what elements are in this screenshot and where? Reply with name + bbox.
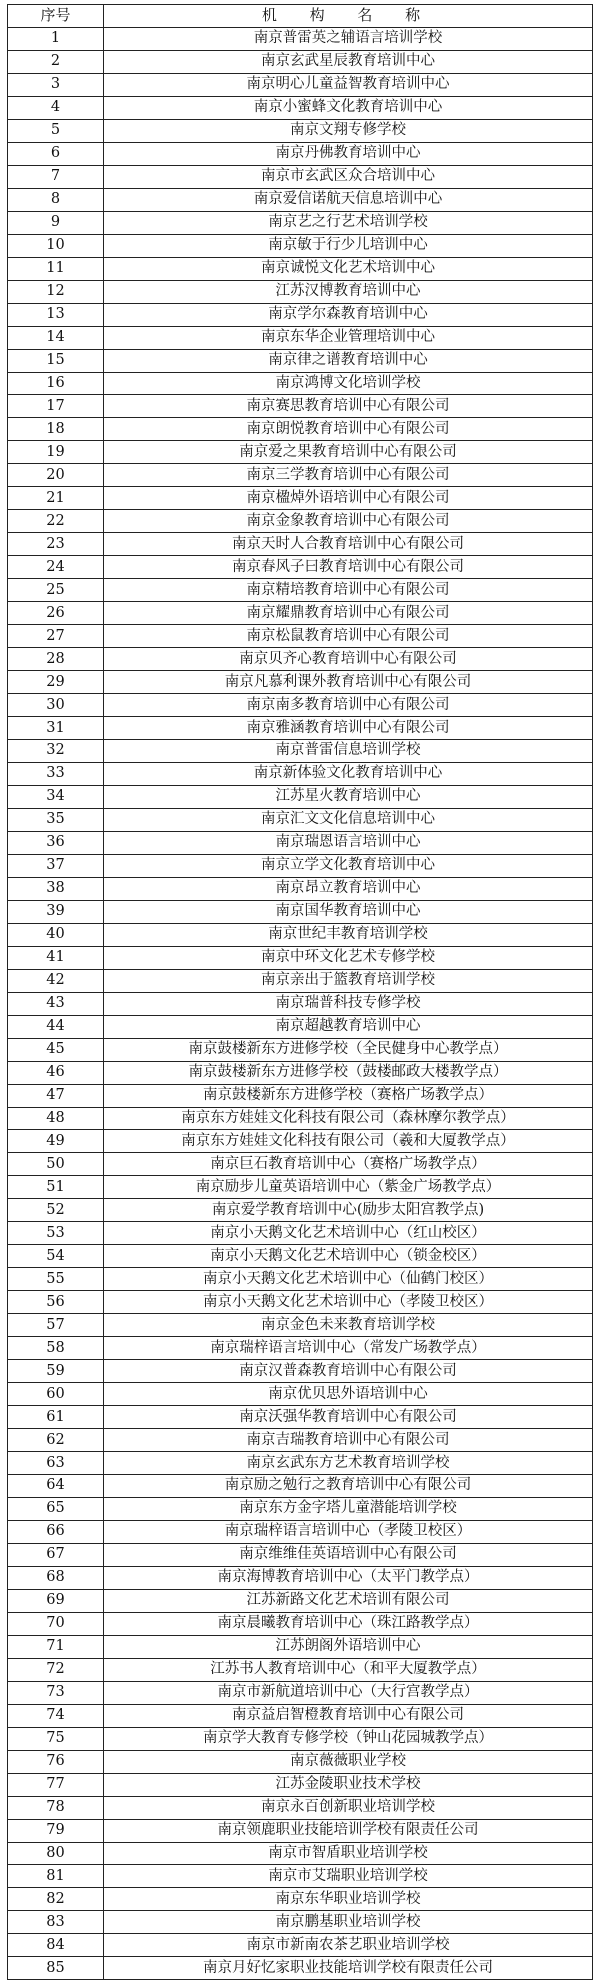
row-index: 83 <box>8 1911 104 1934</box>
institution-name: 南京益启智橙教育培训中心有限公司 <box>104 1704 593 1727</box>
row-index: 41 <box>8 946 104 969</box>
table-row <box>8 762 593 785</box>
table-row <box>8 188 593 211</box>
institution-name: 南京汇文文化信息培训中心 <box>104 808 593 831</box>
institution-name: 南京鼓楼新东方进修学校（全民健身中心教学点） <box>104 1038 593 1061</box>
row-index: 70 <box>8 1612 104 1635</box>
institution-name: 南京诚悦文化艺术培训中心 <box>104 257 593 280</box>
institution-name: 南京东华企业管理培训中心 <box>104 326 593 349</box>
institution-name: 南京精培教育培训中心有限公司 <box>104 579 593 602</box>
institution-name: 南京瑞恩语言培训中心 <box>104 831 593 854</box>
institution-name: 南京爱学教育培训中心(励步太阳宫教学点) <box>104 1199 593 1222</box>
row-index: 66 <box>8 1520 104 1543</box>
institution-name: 南京昂立教育培训中心 <box>104 877 593 900</box>
row-index: 40 <box>8 923 104 946</box>
institution-name: 江苏朗阁外语培训中心 <box>104 1635 593 1658</box>
institution-name: 南京薇薇职业学校 <box>104 1750 593 1773</box>
institution-name: 南京立学文化教育培训中心 <box>104 854 593 877</box>
row-index: 68 <box>8 1566 104 1589</box>
row-index: 24 <box>8 556 104 579</box>
institution-name: 南京金象教育培训中心有限公司 <box>104 510 593 533</box>
institution-name: 南京凡慕利课外教育培训中心有限公司 <box>104 671 593 694</box>
table-row <box>8 1383 593 1406</box>
institution-name: 南京赛思教育培训中心有限公司 <box>104 395 593 418</box>
table-row <box>8 1750 593 1773</box>
row-index: 3 <box>8 73 104 96</box>
row-index: 85 <box>8 1957 104 1980</box>
row-index: 49 <box>8 1130 104 1153</box>
row-index: 29 <box>8 671 104 694</box>
row-index: 74 <box>8 1704 104 1727</box>
row-index: 52 <box>8 1199 104 1222</box>
table-row <box>8 900 593 923</box>
row-index: 56 <box>8 1291 104 1314</box>
table-row <box>8 1084 593 1107</box>
table-row <box>8 234 593 257</box>
table-row <box>8 808 593 831</box>
table-row <box>8 969 593 992</box>
row-index: 46 <box>8 1061 104 1084</box>
row-index: 58 <box>8 1337 104 1360</box>
table-row <box>8 1819 593 1842</box>
table-row <box>8 1520 593 1543</box>
row-index: 8 <box>8 188 104 211</box>
institution-name: 江苏星火教育培训中心 <box>104 785 593 808</box>
table-row <box>8 1957 593 1980</box>
row-index: 33 <box>8 762 104 785</box>
row-index: 81 <box>8 1865 104 1888</box>
institution-name: 南京瑞梓语言培训中心（孝陵卫校区） <box>104 1520 593 1543</box>
row-index: 13 <box>8 303 104 326</box>
institution-name: 南京晨曦教育培训中心（珠江路教学点） <box>104 1612 593 1635</box>
institution-name: 南京瑞普科技专修学校 <box>104 992 593 1015</box>
institution-name: 南京励之勉行之教育培训中心有限公司 <box>104 1475 593 1498</box>
row-index: 62 <box>8 1429 104 1452</box>
table-row <box>8 1934 593 1957</box>
row-index: 60 <box>8 1383 104 1406</box>
institution-name: 南京文翔专修学校 <box>104 119 593 142</box>
table-row <box>8 1681 593 1704</box>
row-index: 19 <box>8 441 104 464</box>
institution-name: 南京东方娃娃文化科技有限公司（羲和大厦教学点） <box>104 1130 593 1153</box>
table-row <box>8 1291 593 1314</box>
institution-name: 南京汉普森教育培训中心有限公司 <box>104 1360 593 1383</box>
row-index: 7 <box>8 165 104 188</box>
row-index: 64 <box>8 1475 104 1498</box>
table-row <box>8 648 593 671</box>
table-row <box>8 946 593 969</box>
row-index: 59 <box>8 1360 104 1383</box>
institution-name: 南京小天鹅文化艺术培训中心（红山校区） <box>104 1222 593 1245</box>
institution-name: 南京普雷信息培训学校 <box>104 740 593 763</box>
table-row <box>8 1406 593 1429</box>
row-index: 2 <box>8 50 104 73</box>
row-index: 65 <box>8 1497 104 1520</box>
table-row <box>8 1429 593 1452</box>
table-row <box>8 349 593 372</box>
row-index: 21 <box>8 487 104 510</box>
table-row <box>8 303 593 326</box>
table-row <box>8 1199 593 1222</box>
row-index: 25 <box>8 579 104 602</box>
institution-name: 南京新体验文化教育培训中心 <box>104 762 593 785</box>
table-row <box>8 923 593 946</box>
row-index: 39 <box>8 900 104 923</box>
row-index: 57 <box>8 1314 104 1337</box>
table-row <box>8 1796 593 1819</box>
row-index: 14 <box>8 326 104 349</box>
table-row <box>8 671 593 694</box>
table-row <box>8 1337 593 1360</box>
institution-name: 南京雅涵教育培训中心有限公司 <box>104 717 593 740</box>
row-index: 38 <box>8 877 104 900</box>
row-index: 28 <box>8 648 104 671</box>
table-row <box>8 1475 593 1498</box>
institution-name: 南京敏于行少儿培训中心 <box>104 234 593 257</box>
row-index: 42 <box>8 969 104 992</box>
institution-name: 南京沃强华教育培训中心有限公司 <box>104 1406 593 1429</box>
row-index: 12 <box>8 280 104 303</box>
table-row <box>8 280 593 303</box>
table-row <box>8 142 593 165</box>
row-index: 73 <box>8 1681 104 1704</box>
column-header-name: 机 构 名 称 <box>104 5 593 28</box>
table-row <box>8 372 593 395</box>
institution-name: 南京普雷英之辅语言培训学校 <box>104 27 593 50</box>
institution-name: 江苏金陵职业技术学校 <box>104 1773 593 1796</box>
table-row <box>8 1061 593 1084</box>
row-index: 26 <box>8 602 104 625</box>
table-row <box>8 1773 593 1796</box>
row-index: 72 <box>8 1658 104 1681</box>
institution-name: 南京明心儿童益智教育培训中心 <box>104 73 593 96</box>
table-row <box>8 602 593 625</box>
table-row <box>8 96 593 119</box>
row-index: 44 <box>8 1015 104 1038</box>
institution-name: 南京市艾瑞职业培训学校 <box>104 1865 593 1888</box>
table-row <box>8 1888 593 1911</box>
row-index: 30 <box>8 694 104 717</box>
institution-name: 南京中环文化艺术专修学校 <box>104 946 593 969</box>
table-row <box>8 717 593 740</box>
row-index: 54 <box>8 1245 104 1268</box>
institution-name: 南京海博教育培训中心（太平门教学点） <box>104 1566 593 1589</box>
institution-name: 江苏书人教育培训中心（和平大厦教学点） <box>104 1658 593 1681</box>
row-index: 31 <box>8 717 104 740</box>
institution-name: 南京超越教育培训中心 <box>104 1015 593 1038</box>
institution-name: 南京小天鹅文化艺术培训中心（锁金校区） <box>104 1245 593 1268</box>
table-row <box>8 1038 593 1061</box>
row-index: 4 <box>8 96 104 119</box>
institution-list <box>7 4 592 1980</box>
table-row <box>8 50 593 73</box>
row-index: 76 <box>8 1750 104 1773</box>
table-row <box>8 1589 593 1612</box>
table-row <box>8 73 593 96</box>
institution-name: 南京三学教育培训中心有限公司 <box>104 464 593 487</box>
institution-name: 南京优贝思外语培训中心 <box>104 1383 593 1406</box>
table-row <box>8 1314 593 1337</box>
row-index: 77 <box>8 1773 104 1796</box>
table-row <box>8 464 593 487</box>
institution-name: 南京维维佳英语培训中心有限公司 <box>104 1543 593 1566</box>
row-index: 11 <box>8 257 104 280</box>
row-index: 23 <box>8 533 104 556</box>
institution-name: 南京瑞梓语言培训中心（常发广场教学点） <box>104 1337 593 1360</box>
institution-name: 南京巨石教育培训中心（赛格广场教学点） <box>104 1153 593 1176</box>
institution-name: 南京楹焯外语培训中心有限公司 <box>104 487 593 510</box>
institution-name: 南京吉瑞教育培训中心有限公司 <box>104 1429 593 1452</box>
institution-name: 南京小蜜蜂文化教育培训中心 <box>104 96 593 119</box>
table-row <box>8 27 593 50</box>
institution-name: 南京春风子曰教育培训中心有限公司 <box>104 556 593 579</box>
row-index: 53 <box>8 1222 104 1245</box>
institution-name: 南京律之谱教育培训中心 <box>104 349 593 372</box>
institution-name: 南京天时人合教育培训中心有限公司 <box>104 533 593 556</box>
row-index: 47 <box>8 1084 104 1107</box>
table-row <box>8 1612 593 1635</box>
table-row <box>8 418 593 441</box>
institution-name: 南京市智盾职业培训学校 <box>104 1842 593 1865</box>
row-index: 20 <box>8 464 104 487</box>
row-index: 6 <box>8 142 104 165</box>
table-row <box>8 1704 593 1727</box>
institution-name: 南京市新航道培训中心（大行宫教学点） <box>104 1681 593 1704</box>
table-row <box>8 1865 593 1888</box>
table-row <box>8 1107 593 1130</box>
table-row <box>8 1658 593 1681</box>
table-header-row <box>8 5 593 28</box>
row-index: 67 <box>8 1543 104 1566</box>
table-row <box>8 1360 593 1383</box>
institution-name: 南京学大教育专修学校（钟山花园城教学点） <box>104 1727 593 1750</box>
row-index: 18 <box>8 418 104 441</box>
row-index: 55 <box>8 1268 104 1291</box>
row-index: 69 <box>8 1589 104 1612</box>
table-row <box>8 1497 593 1520</box>
row-index: 71 <box>8 1635 104 1658</box>
table-row <box>8 1268 593 1291</box>
table-row <box>8 119 593 142</box>
institution-name: 南京月好忆家职业技能培训学校有限责任公司 <box>104 1957 593 1980</box>
row-index: 17 <box>8 395 104 418</box>
institution-name: 南京永百创新职业培训学校 <box>104 1796 593 1819</box>
row-index: 15 <box>8 349 104 372</box>
row-index: 9 <box>8 211 104 234</box>
institution-name: 南京爱信诺航天信息培训中心 <box>104 188 593 211</box>
table-row <box>8 326 593 349</box>
institution-name: 南京鹏基职业培训学校 <box>104 1911 593 1934</box>
table-row <box>8 1153 593 1176</box>
institution-name: 南京领鹿职业技能培训学校有限责任公司 <box>104 1819 593 1842</box>
row-index: 1 <box>8 27 104 50</box>
institution-name: 南京耀鼎教育培训中心有限公司 <box>104 602 593 625</box>
institution-name: 南京鼓楼新东方进修学校（鼓楼邮政大楼教学点） <box>104 1061 593 1084</box>
table-row <box>8 1727 593 1750</box>
table-body <box>8 27 593 1979</box>
row-index: 80 <box>8 1842 104 1865</box>
row-index: 79 <box>8 1819 104 1842</box>
row-index: 45 <box>8 1038 104 1061</box>
institution-name: 南京玄武星辰教育培训中心 <box>104 50 593 73</box>
table-row <box>8 625 593 648</box>
institution-name: 南京南多教育培训中心有限公司 <box>104 694 593 717</box>
table-row <box>8 785 593 808</box>
row-index: 32 <box>8 740 104 763</box>
table-row <box>8 510 593 533</box>
table-row <box>8 1222 593 1245</box>
institution-name: 南京东华职业培训学校 <box>104 1888 593 1911</box>
row-index: 16 <box>8 372 104 395</box>
institution-name: 南京丹佛教育培训中心 <box>104 142 593 165</box>
table-row <box>8 992 593 1015</box>
row-index: 61 <box>8 1406 104 1429</box>
row-index: 5 <box>8 119 104 142</box>
institution-name: 南京松鼠教育培训中心有限公司 <box>104 625 593 648</box>
table-row <box>8 556 593 579</box>
table-row <box>8 1015 593 1038</box>
row-index: 34 <box>8 785 104 808</box>
institution-table <box>7 4 593 1980</box>
institution-name: 南京励步儿童英语培训中心（紫金广场教学点） <box>104 1176 593 1199</box>
institution-name: 南京国华教育培训中心 <box>104 900 593 923</box>
row-index: 43 <box>8 992 104 1015</box>
institution-name: 南京亲出于篮教育培训学校 <box>104 969 593 992</box>
column-header-index: 序号 <box>8 5 104 28</box>
table-row <box>8 487 593 510</box>
institution-name: 南京朗悦教育培训中心有限公司 <box>104 418 593 441</box>
table-row <box>8 533 593 556</box>
table-row <box>8 211 593 234</box>
row-index: 78 <box>8 1796 104 1819</box>
row-index: 84 <box>8 1934 104 1957</box>
institution-name: 南京贝齐心教育培训中心有限公司 <box>104 648 593 671</box>
table-row <box>8 1842 593 1865</box>
table-row <box>8 1130 593 1153</box>
row-index: 36 <box>8 831 104 854</box>
institution-name: 南京东方金字塔儿童潜能培训学校 <box>104 1497 593 1520</box>
row-index: 27 <box>8 625 104 648</box>
table-row <box>8 1176 593 1199</box>
row-index: 82 <box>8 1888 104 1911</box>
table-row <box>8 1543 593 1566</box>
institution-name: 南京小天鹅文化艺术培训中心（孝陵卫校区） <box>104 1291 593 1314</box>
institution-name: 江苏汉博教育培训中心 <box>104 280 593 303</box>
row-index: 22 <box>8 510 104 533</box>
row-index: 37 <box>8 854 104 877</box>
table-row <box>8 257 593 280</box>
institution-name: 南京学尔森教育培训中心 <box>104 303 593 326</box>
table-row <box>8 831 593 854</box>
table-row <box>8 165 593 188</box>
table-row <box>8 854 593 877</box>
table-row <box>8 441 593 464</box>
institution-name: 南京东方娃娃文化科技有限公司（森林摩尔教学点） <box>104 1107 593 1130</box>
row-index: 51 <box>8 1176 104 1199</box>
row-index: 35 <box>8 808 104 831</box>
table-row <box>8 395 593 418</box>
institution-name: 南京市新南农茶艺职业培训学校 <box>104 1934 593 1957</box>
institution-name: 南京市玄武区众合培训中心 <box>104 165 593 188</box>
table-row <box>8 694 593 717</box>
table-row <box>8 877 593 900</box>
table-row <box>8 1245 593 1268</box>
row-index: 50 <box>8 1153 104 1176</box>
row-index: 63 <box>8 1452 104 1475</box>
institution-name: 南京鼓楼新东方进修学校（赛格广场教学点） <box>104 1084 593 1107</box>
institution-name: 南京世纪丰教育培训学校 <box>104 923 593 946</box>
institution-name: 南京鸿博文化培训学校 <box>104 372 593 395</box>
row-index: 10 <box>8 234 104 257</box>
institution-name: 南京艺之行艺术培训学校 <box>104 211 593 234</box>
institution-name: 南京金色未来教育培训学校 <box>104 1314 593 1337</box>
table-row <box>8 1452 593 1475</box>
row-index: 75 <box>8 1727 104 1750</box>
table-row <box>8 1635 593 1658</box>
table-row <box>8 579 593 602</box>
institution-name: 南京玄武东方艺术教育培训学校 <box>104 1452 593 1475</box>
institution-name: 南京爱之果教育培训中心有限公司 <box>104 441 593 464</box>
institution-name: 南京小天鹅文化艺术培训中心（仙鹤门校区） <box>104 1268 593 1291</box>
institution-name: 江苏新路文化艺术培训有限公司 <box>104 1589 593 1612</box>
table-row <box>8 1566 593 1589</box>
row-index: 48 <box>8 1107 104 1130</box>
table-row <box>8 1911 593 1934</box>
table-row <box>8 740 593 763</box>
